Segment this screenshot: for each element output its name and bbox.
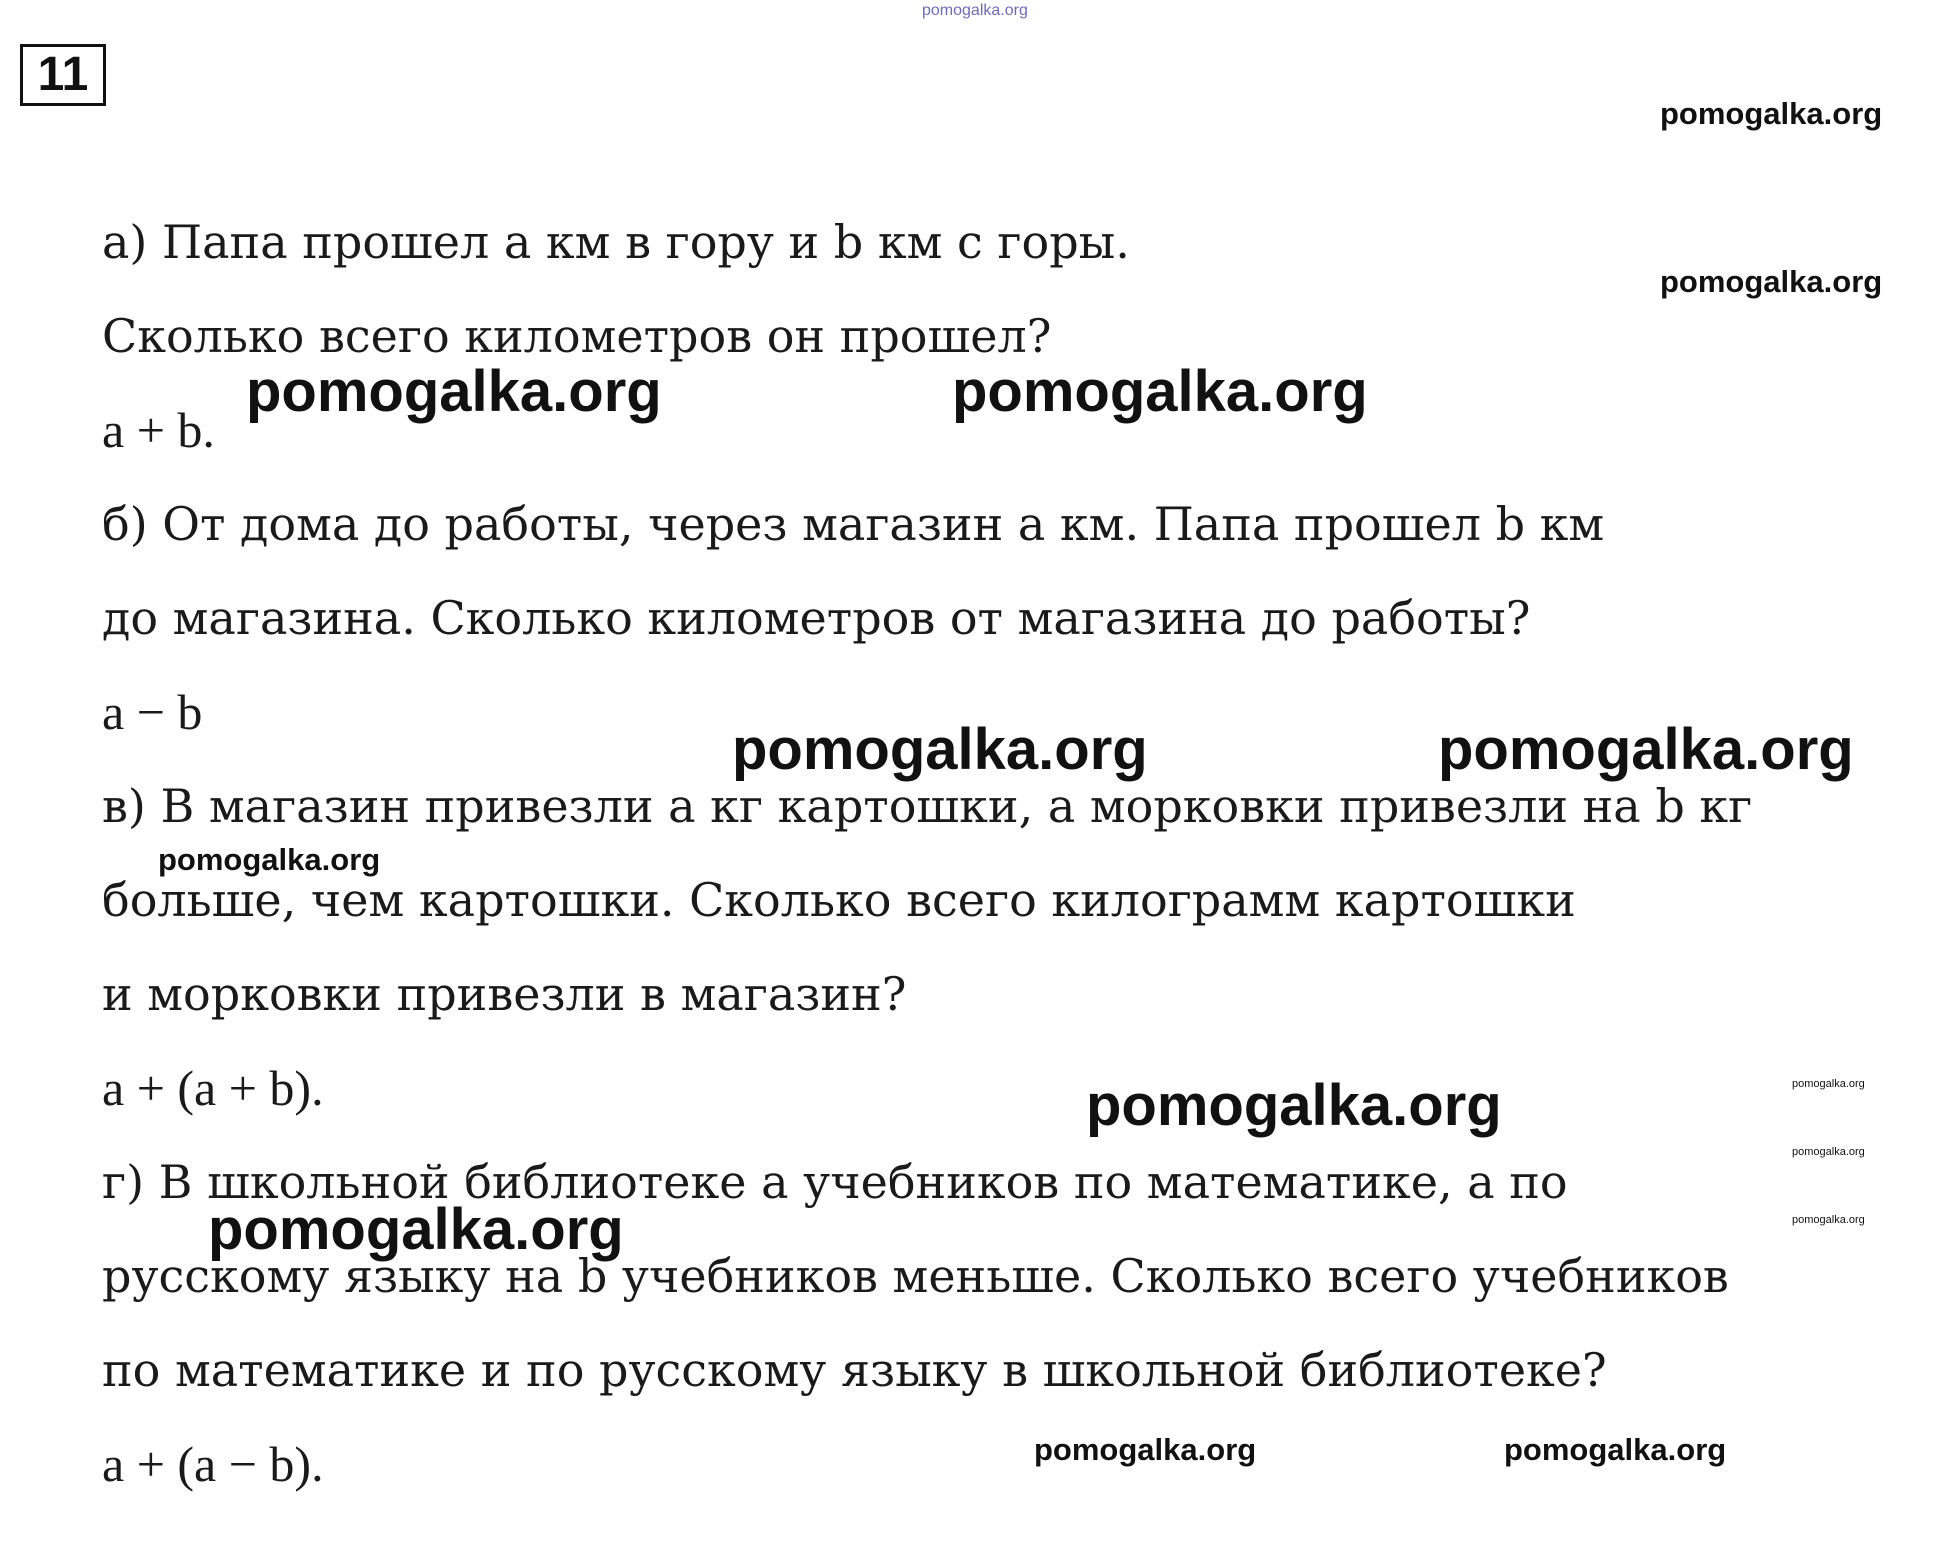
watermark: pomogalka.org [1504,1432,1727,1467]
watermark: pomogalka.org [246,359,662,424]
text-line: и морковки привезли в магазин? [102,967,907,1021]
text-line: б) От дома до работы, через магазин a км. Папа прошел b км [102,497,1605,551]
text-line: до магазина. Сколько километров от магазина до работы? [102,591,1531,645]
watermark: pomogalka.org [1660,264,1883,299]
watermark: pomogalka.org [732,717,1148,782]
watermark: pomogalka.org [1792,1078,1865,1090]
watermark: pomogalka.org [1438,717,1854,782]
formula-line: a + (a + b). [102,1060,324,1116]
watermark: pomogalka.org [1792,1214,1865,1226]
formula-line: a + (a − b). [102,1436,324,1492]
formula-line: a + b. [102,402,215,458]
formula-line: a − b [102,684,203,740]
text-line: Сколько всего километров он прошел? [102,309,1052,363]
text-line: русскому языку на b учебников меньше. Сколько всего учебников [102,1249,1729,1303]
text-line: больше, чем картошки. Сколько всего килограмм картошки [102,873,1576,927]
watermark: pomogalka.org [1034,1432,1257,1467]
text-line: а) Папа прошел a км в гору и b км с горы. [102,215,1130,269]
watermark: pomogalka.org [1086,1073,1502,1138]
text-line: по математике и по русскому языку в школьной библиотеке? [102,1343,1607,1397]
task-number-box: 11 [20,44,106,106]
watermark: pomogalka.org [158,842,381,877]
watermark: pomogalka.org [208,1197,624,1262]
watermark: pomogalka.org [1792,1146,1865,1158]
text-line: г) В школьной библиотеке a учебников по математике, а по [102,1155,1568,1209]
watermark: pomogalka.org [952,359,1368,424]
watermark: pomogalka.org [1660,96,1883,131]
text-line: в) В магазин привезли a кг картошки, а морковки привезли на b кг [102,779,1753,833]
watermark: pomogalka.org [922,2,1028,19]
